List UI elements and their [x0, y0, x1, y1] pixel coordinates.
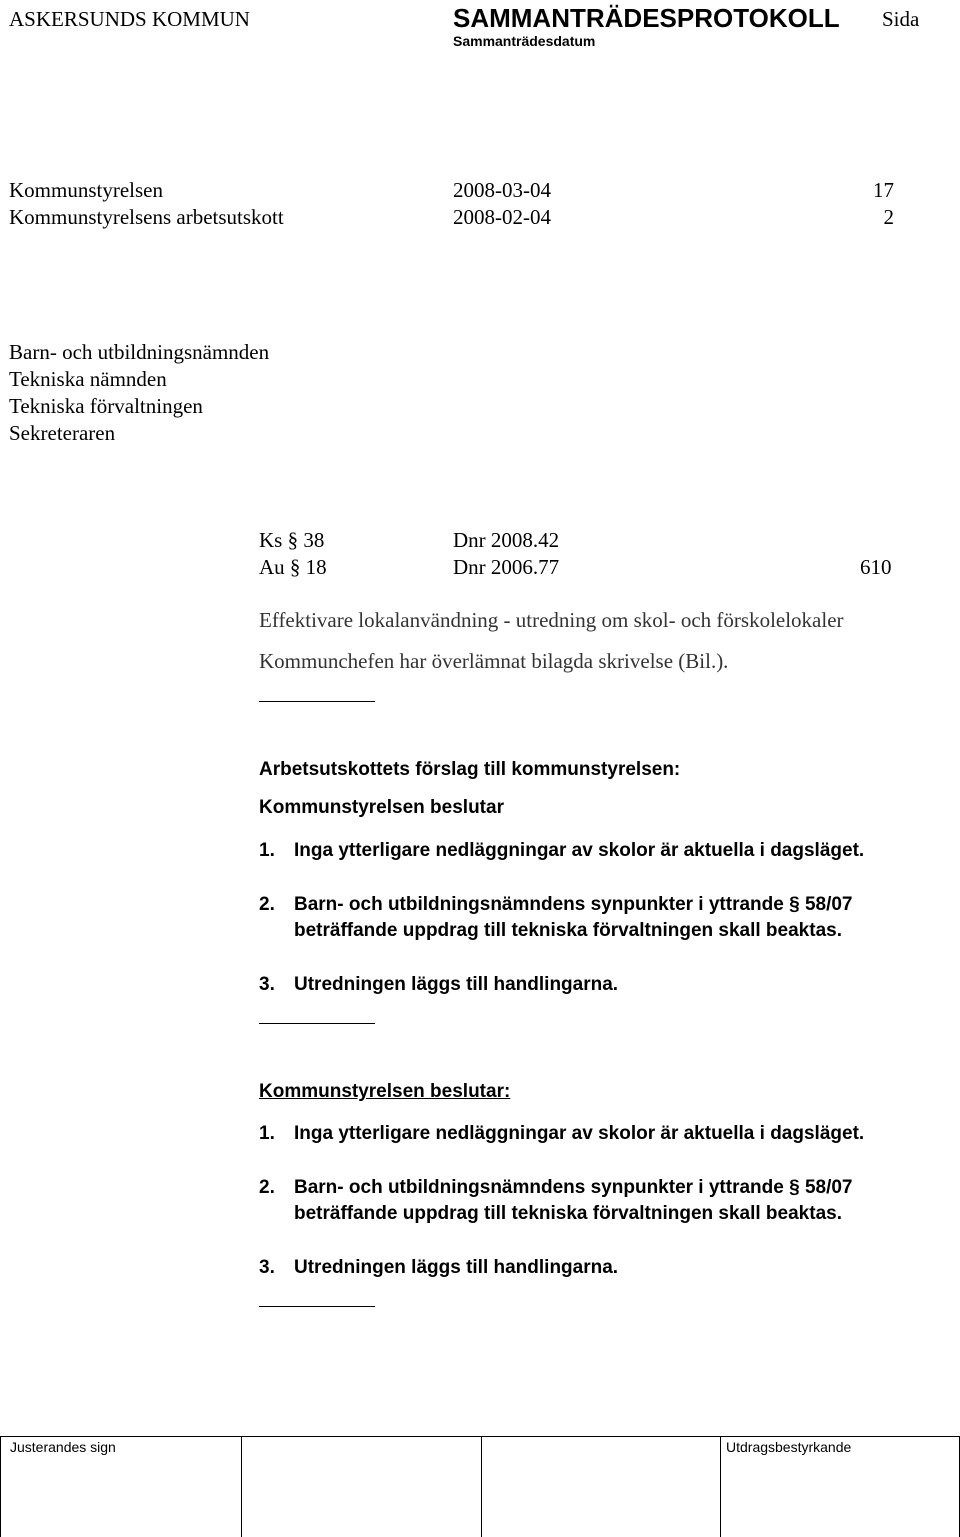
decision-item-number: 2.: [259, 1177, 275, 1198]
signature-cell-divider: [720, 1437, 721, 1537]
proposal-item-text: Utredningen läggs till handlingarna.: [294, 974, 619, 995]
decision-heading: Kommunstyrelsen beslutar:: [259, 1081, 511, 1102]
recipient: Sekreteraren: [9, 421, 116, 445]
proposal-subheading: Kommunstyrelsen beslutar: [259, 797, 504, 818]
recipient: Barn- och utbildningsnämnden: [9, 340, 270, 364]
proposal-item-text: Inga ytterligare nedläggningar av skolor är aktuella i dagsläget.: [294, 840, 865, 861]
proposal-heading: Arbetsutskottets förslag till kommunstyrelsen:: [259, 759, 681, 780]
decision-item-number: 1.: [259, 1123, 275, 1144]
organization-name: ASKERSUNDS KOMMUN: [9, 7, 250, 31]
meeting-date: 2008-02-04: [453, 205, 551, 229]
recipient: Tekniska förvaltningen: [9, 394, 203, 418]
signature-cell-divider: [241, 1437, 242, 1537]
meeting-page: 2: [883, 205, 894, 229]
diary-number: Dnr 2008.42: [453, 528, 560, 552]
meeting-page: 17: [873, 178, 894, 202]
case-subject: Effektivare lokalanvändning - utredning om skol- och förskolelokaler: [259, 608, 844, 632]
diary-number: Dnr 2006.77: [453, 555, 560, 579]
case-body-text: Kommunchefen har överlämnat bilagda skrivelse (Bil.).: [259, 649, 729, 673]
recipient: Tekniska nämnden: [9, 367, 167, 391]
meeting-date-label: Sammanträdesdatum: [453, 33, 596, 49]
certification-label: Utdragsbestyrkande: [726, 1439, 852, 1455]
proposal-item-text: beträffande uppdrag till tekniska förvaltningen skall beaktas.: [294, 920, 842, 941]
proposal-item-number: 3.: [259, 974, 275, 995]
proposal-item-text: Barn- och utbildningsnämndens synpunkter i yttrande § 58/07: [294, 894, 853, 915]
separator-rule: [259, 701, 375, 702]
meeting-body-name: Kommunstyrelsens arbetsutskott: [9, 205, 284, 229]
signature-cell-divider: [481, 1437, 482, 1537]
section-ref: Au § 18: [259, 555, 327, 579]
decision-item-text: beträffande uppdrag till tekniska förvaltningen skall beaktas.: [294, 1203, 842, 1224]
decision-item-text: Inga ytterligare nedläggningar av skolor är aktuella i dagsläget.: [294, 1123, 865, 1144]
proposal-item-number: 2.: [259, 894, 275, 915]
decision-item-text: Utredningen läggs till handlingarna.: [294, 1257, 619, 1278]
meeting-body-name: Kommunstyrelsen: [9, 178, 163, 202]
signature-table: [0, 1436, 960, 1537]
document-type-title: SAMMANTRÄDESPROTOKOLL: [453, 3, 840, 33]
meeting-date: 2008-03-04: [453, 178, 551, 202]
page-label: Sida: [882, 7, 920, 31]
justering-label: Justerandes sign: [10, 1439, 116, 1455]
archive-code: 610: [860, 555, 892, 579]
section-ref: Ks § 38: [259, 528, 325, 552]
decision-item-text: Barn- och utbildningsnämndens synpunkter i yttrande § 58/07: [294, 1177, 853, 1198]
decision-item-number: 3.: [259, 1257, 275, 1278]
proposal-item-number: 1.: [259, 840, 275, 861]
separator-rule: [259, 1306, 375, 1307]
separator-rule: [259, 1023, 375, 1024]
